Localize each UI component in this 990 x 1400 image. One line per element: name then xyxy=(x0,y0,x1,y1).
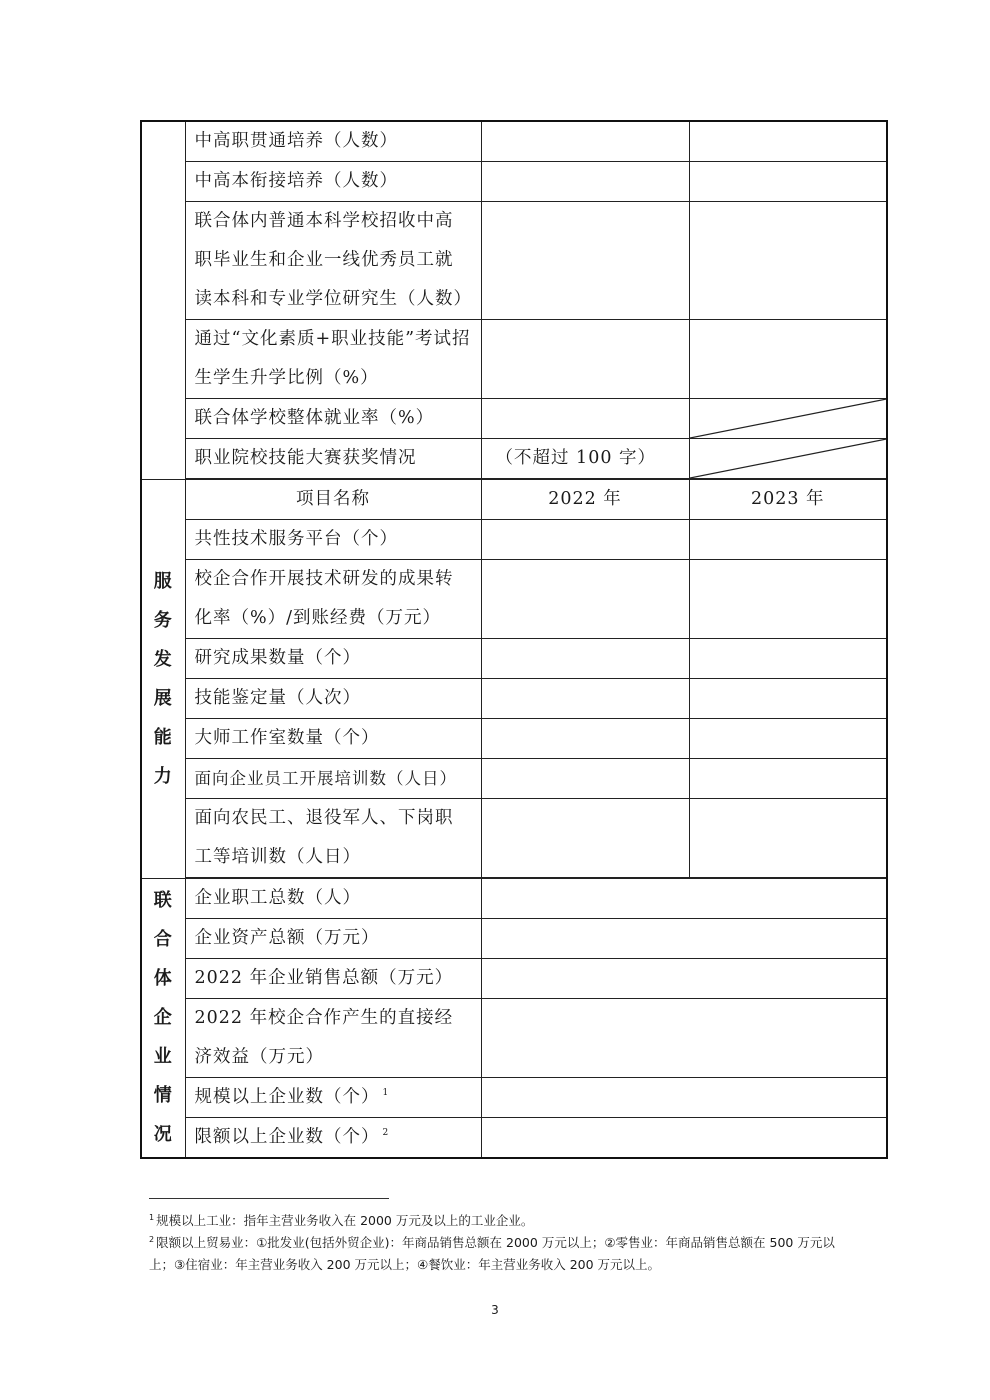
row-label: 企业资产总额（万元） xyxy=(185,919,481,959)
crossed-out-cell xyxy=(689,439,887,479)
diagonal-slash-icon xyxy=(690,439,887,478)
row-label: 校企合作开展技术研发的成果转化率（%）/到账经费（万元） xyxy=(185,560,481,639)
row-label xyxy=(185,1078,481,1118)
footnote-1-text: 规模以上工业：指年主营业务收入在 2000 万元及以上的工业企业。 xyxy=(156,1213,534,1228)
footnotes xyxy=(149,1210,849,1276)
input-cell-2022[interactable] xyxy=(481,639,689,679)
section2-label-cell xyxy=(141,480,185,879)
input-cell-merged[interactable] xyxy=(481,1078,887,1118)
input-cell-2023[interactable] xyxy=(689,719,887,759)
input-cell-merged[interactable] xyxy=(481,959,887,999)
section2-vertical-label: 服 务 发 展 能 力 xyxy=(153,570,173,787)
input-cell-2023[interactable] xyxy=(689,320,887,399)
input-cell-2023[interactable] xyxy=(689,799,887,878)
page-number: 3 xyxy=(491,1303,499,1317)
footnote-2-marker: 2 xyxy=(149,1234,155,1244)
header-year-2023: 2023 年 xyxy=(689,480,887,520)
input-cell-merged[interactable] xyxy=(481,999,887,1078)
row-label: 2022 年校企合作产生的直接经济效益（万元） xyxy=(185,999,481,1078)
row-label: 职业院校技能大赛获奖情况 xyxy=(185,439,481,479)
input-cell-merged[interactable] xyxy=(481,1118,887,1159)
input-cell-2022[interactable] xyxy=(481,799,689,878)
footnote-2-text: 限额以上贸易业：①批发业(包括外贸企业)：年商品销售总额在 2000 万元以上；②零售业：年商品销售总额在 500 万元以上；③住宿业：年主营业务收入 200 万元以上；④餐饮业：年主营业务收入 200 万元以上。 xyxy=(149,1235,835,1272)
section3-vertical-label: 联 合 体 企 业 情 况 xyxy=(153,890,173,1145)
footnote-marker: 1 xyxy=(382,1088,390,1099)
row-label: 技能鉴定量（人次） xyxy=(185,679,481,719)
input-cell-2022[interactable] xyxy=(481,202,689,320)
footnote-divider xyxy=(149,1198,389,1199)
input-cell-2023[interactable] xyxy=(689,162,887,202)
input-cell-2023[interactable] xyxy=(689,639,887,679)
input-cell-2022[interactable] xyxy=(481,162,689,202)
footnote-marker: 2 xyxy=(382,1128,390,1139)
input-cell-2022[interactable] xyxy=(481,719,689,759)
header-year-2022: 2022 年 xyxy=(481,480,689,520)
row-label: 中高本衔接培养（人数） xyxy=(185,162,481,202)
input-cell-2023[interactable] xyxy=(689,679,887,719)
input-cell-2022[interactable] xyxy=(481,121,689,162)
input-cell-2022[interactable] xyxy=(481,679,689,719)
crossed-out-cell xyxy=(689,399,887,439)
footnote-1-marker: 1 xyxy=(149,1212,155,1222)
row-label: 大师工作室数量（个） xyxy=(185,719,481,759)
diagonal-slash-icon xyxy=(690,399,887,438)
row-label: 2022 年企业销售总额（万元） xyxy=(185,959,481,999)
row-label: 中高职贯通培养（人数） xyxy=(185,121,481,162)
input-cell-2022[interactable] xyxy=(481,759,689,799)
row-label-text: 限额以上企业数（个） xyxy=(194,1127,380,1147)
input-cell-2023[interactable] xyxy=(689,520,887,560)
input-cell-2023[interactable] xyxy=(689,121,887,162)
input-cell-2022[interactable] xyxy=(481,399,689,439)
section3-label-cell xyxy=(141,879,185,1159)
input-cell-merged[interactable] xyxy=(481,879,887,919)
input-cell-merged[interactable] xyxy=(481,919,887,959)
row-label: 共性技术服务平台（个） xyxy=(185,520,481,560)
input-cell-2022[interactable] xyxy=(481,320,689,399)
row-label: 企业职工总数（人） xyxy=(185,879,481,919)
word-limit-note: （不超过 100 字） xyxy=(481,439,689,479)
footnote-2 xyxy=(149,1232,849,1276)
input-cell-2023[interactable] xyxy=(689,560,887,639)
input-cell-2023[interactable] xyxy=(689,759,887,799)
header-item-name: 项目名称 xyxy=(185,480,481,520)
row-label: 联合体学校整体就业率（%） xyxy=(185,399,481,439)
row-label: 研究成果数量（个） xyxy=(185,639,481,679)
row-label xyxy=(185,1118,481,1159)
row-label: 面向企业员工开展培训数（人日） xyxy=(185,759,481,799)
input-cell-2022[interactable] xyxy=(481,520,689,560)
section1-label-cell xyxy=(141,121,185,480)
main-form-table xyxy=(140,120,888,1159)
footnote-1 xyxy=(149,1210,849,1232)
row-label: 联合体内普通本科学校招收中高职毕业生和企业一线优秀员工就读本科和专业学位研究生（人数） xyxy=(185,202,481,320)
row-label-text: 规模以上企业数（个） xyxy=(194,1087,380,1107)
input-cell-2022[interactable] xyxy=(481,560,689,639)
input-cell-2023[interactable] xyxy=(689,202,887,320)
row-label: 通过“文化素质+职业技能”考试招生学生升学比例（%） xyxy=(185,320,481,399)
row-label: 面向农民工、退役军人、下岗职工等培训数（人日） xyxy=(185,799,481,878)
